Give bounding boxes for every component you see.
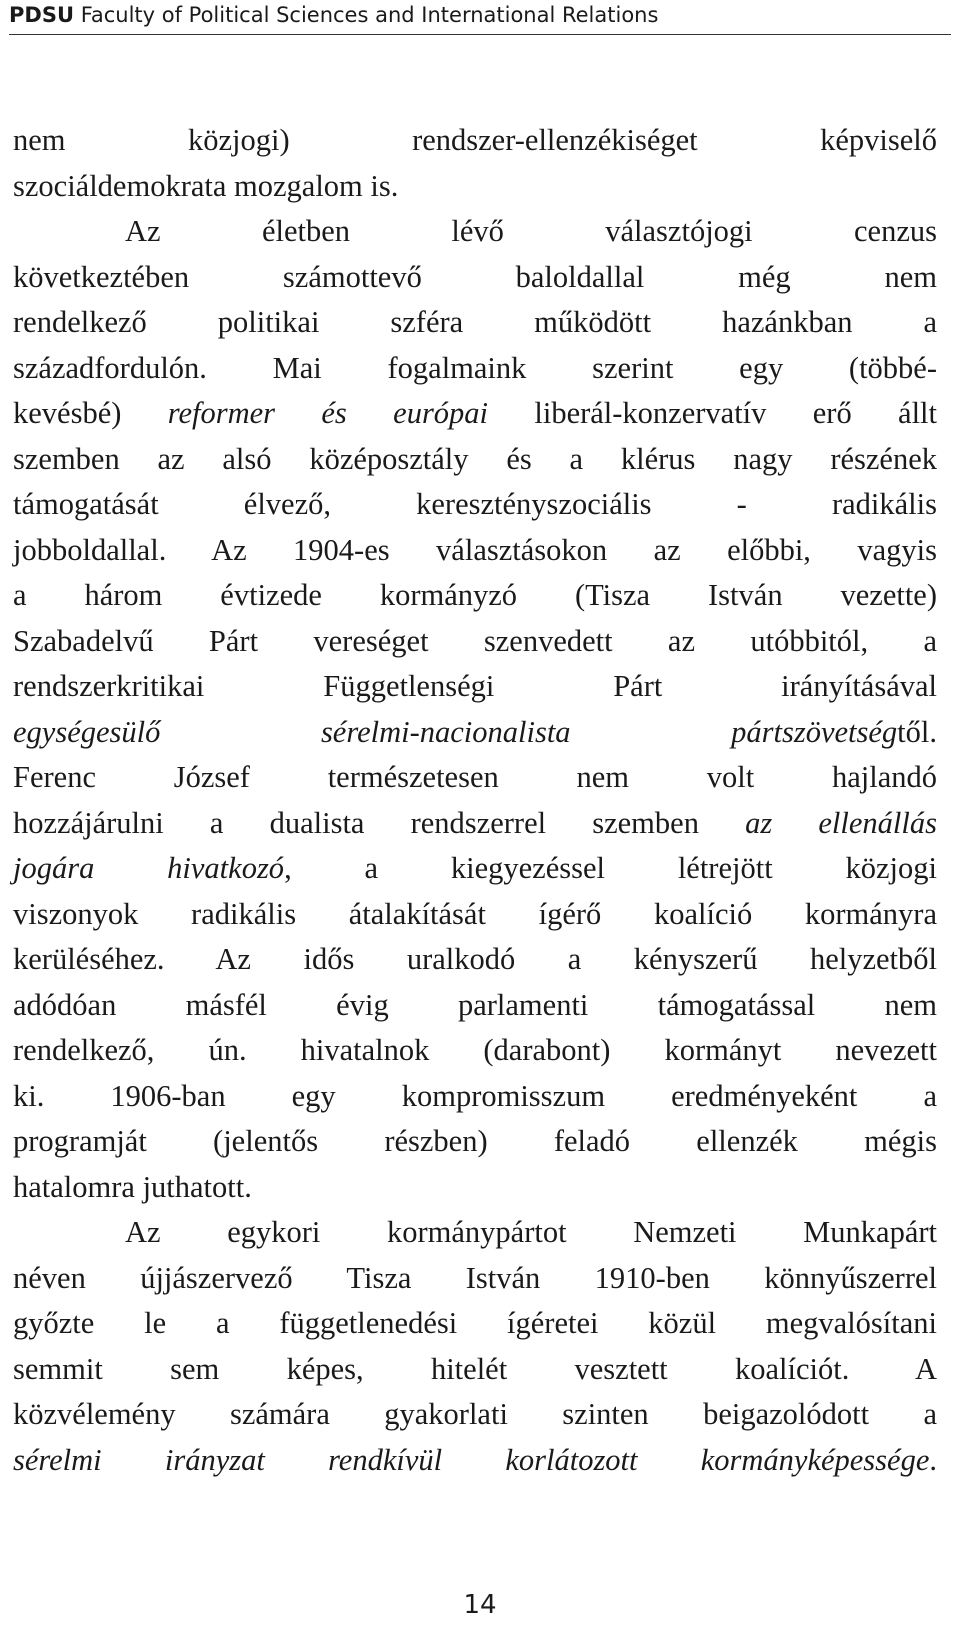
running-header [9, 0, 951, 35]
text-line: viszonyok radikális átalakítását ígérő koalíció kormányra [13, 896, 937, 931]
text-line: szemben az alsó középosztály és a klérus nagy részének [13, 441, 937, 476]
text-line: Szabadelvű Párt vereséget szenvedett az utóbbitól, a [13, 623, 937, 658]
text-line: a három évtizede kormányzó (Tisza István vezette) [13, 578, 937, 612]
text-line: rendelkező politikai szféra működött hazánkban a [13, 305, 937, 339]
header-text [9, 2, 658, 28]
emphasis: egységesülő sérelmi-nacionalista pártszövetség [13, 714, 898, 749]
text-line: közvélemény számára gyakorlati szinten beigazolódott a [13, 1397, 937, 1431]
text-line: semmit sem képes, hitelét vesztett koalíciót. A [13, 1351, 937, 1386]
text-line: következtében számottevő baloldallal még nem [13, 259, 937, 294]
text-line: győzte le a függetlenedési ígéretei közül megvalósítani [13, 1306, 937, 1340]
text-line: egységesülő sérelmi-nacionalista pártszövetségtől. [13, 714, 937, 749]
text-line: századfordulón. Mai fogalmaink szerint egy (többé- [13, 350, 937, 385]
text-line: hozzájárulni a dualista rendszerrel szemben az ellenállás [13, 805, 937, 840]
text-line: Ferenc József természetesen nem volt hajlandó [13, 760, 937, 794]
paragraph-first-line: Az életben lévő választójogi cenzus [125, 214, 937, 248]
paragraph-first-line: Az egykori kormánypártot Nemzeti Munkapárt [125, 1215, 937, 1249]
text-line: ki. 1906-ban egy kompromisszum eredményeként a [13, 1078, 937, 1113]
page-number: 14 [463, 1590, 497, 1620]
text-line: rendszerkritikai Függetlenségi Párt irányításával [13, 669, 937, 703]
text-line: nem közjogi) rendszer-ellenzékiséget képviselő [13, 123, 937, 157]
text-line: rendelkező, ún. hivatalnok (darabont) kormányt nevezett [13, 1033, 937, 1067]
body-text [13, 118, 937, 1483]
emphasis: az ellenállás [745, 805, 937, 840]
text-line: támogatását élvező, keresztényszociális - radikális [13, 487, 937, 521]
text-line: szociáldemokrata mozgalom is. [13, 168, 399, 203]
text-line: hatalomra juthatott. [13, 1169, 252, 1204]
text-line: jogára hivatkozó, a kiegyezéssel létrejött közjogi [13, 851, 937, 885]
text-line: jobboldallal. Az 1904-es választásokon az előbbi, vagyis [13, 532, 937, 567]
header-abbr: PDSU [9, 3, 74, 27]
emphasis: sérelmi irányzat rendkívül korlátozott kormányképessége [13, 1442, 930, 1477]
text-line: sérelmi irányzat rendkívül korlátozott kormányképessége. [13, 1442, 937, 1477]
text-line: kevésbé) reformer és európai liberál-konzervatív erő állt [13, 396, 937, 430]
text-line: néven újjászervező Tisza István 1910-ben könnyűszerrel [13, 1260, 937, 1295]
emphasis: jogára hivatkozó [13, 851, 285, 885]
text-line: kerüléséhez. Az idős uralkodó a kényszerű helyzetből [13, 942, 937, 976]
text-line: adódóan másfél évig parlamenti támogatással nem [13, 987, 937, 1022]
header-title: Faculty of Political Sciences and International Relations [80, 3, 659, 27]
text-line: programját (jelentős részben) feladó ellenzék mégis [13, 1124, 937, 1158]
emphasis: reformer és európai [167, 396, 489, 430]
